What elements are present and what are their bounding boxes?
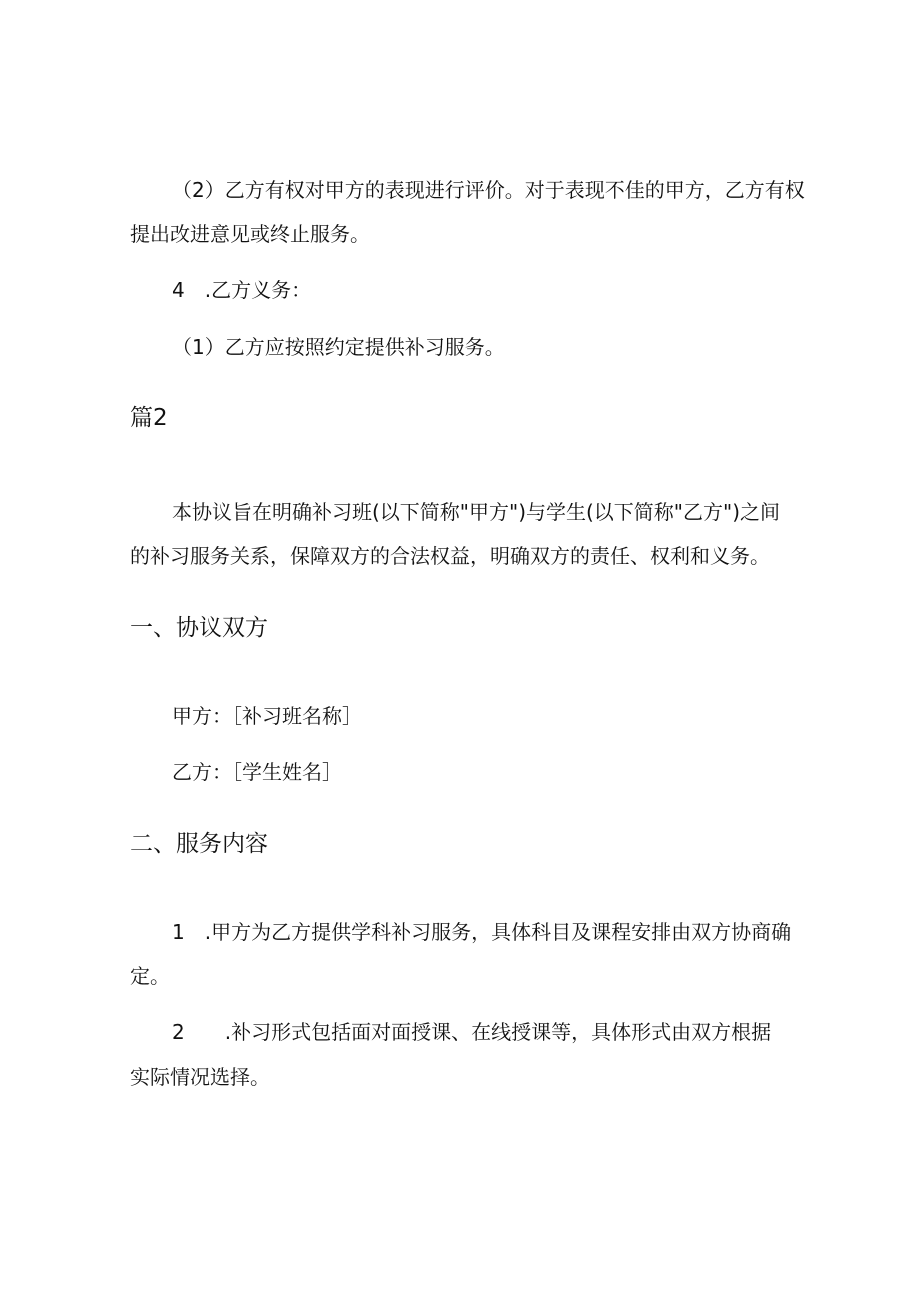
service-item2-line1: 2 .补习形式包括面对面授课、在线授课等，具体形式由双方根据 bbox=[172, 1020, 772, 1044]
intro-paragraph-line2: 的补习服务关系，保障双方的合法权益，明确双方的责任、权利和义务。 bbox=[130, 544, 770, 568]
party-b-obligations-heading: 4 .乙方义务： bbox=[172, 278, 312, 302]
party-b-line: 乙方：［学生姓名］ bbox=[172, 760, 342, 784]
service-item1-line2: 定。 bbox=[130, 964, 170, 988]
party-a-line: 甲方：［补习班名称］ bbox=[172, 704, 362, 728]
paragraph-evaluation-right-line2: 提出改进意见或终止服务。 bbox=[130, 222, 370, 246]
party-b-obligation-item1: （1）乙方应按照约定提供补习服务。 bbox=[172, 335, 505, 359]
service-item2-line2: 实际情况选择。 bbox=[130, 1065, 270, 1089]
section-title: 篇2 bbox=[130, 405, 168, 431]
service-item1-line1: 1 .甲方为乙方提供学科补习服务，具体科目及课程安排由双方协商确 bbox=[172, 920, 792, 944]
heading-service-content: 二、服务内容 bbox=[130, 831, 268, 857]
paragraph-evaluation-right-line1: （2）乙方有权对甲方的表现进行评价。对于表现不佳的甲方，乙方有权 bbox=[172, 178, 805, 202]
intro-paragraph-line1: 本协议旨在明确补习班(以下简称"甲方")与学生(以下简称"乙方")之间 bbox=[172, 500, 781, 524]
heading-parties: 一、协议双方 bbox=[130, 615, 268, 641]
